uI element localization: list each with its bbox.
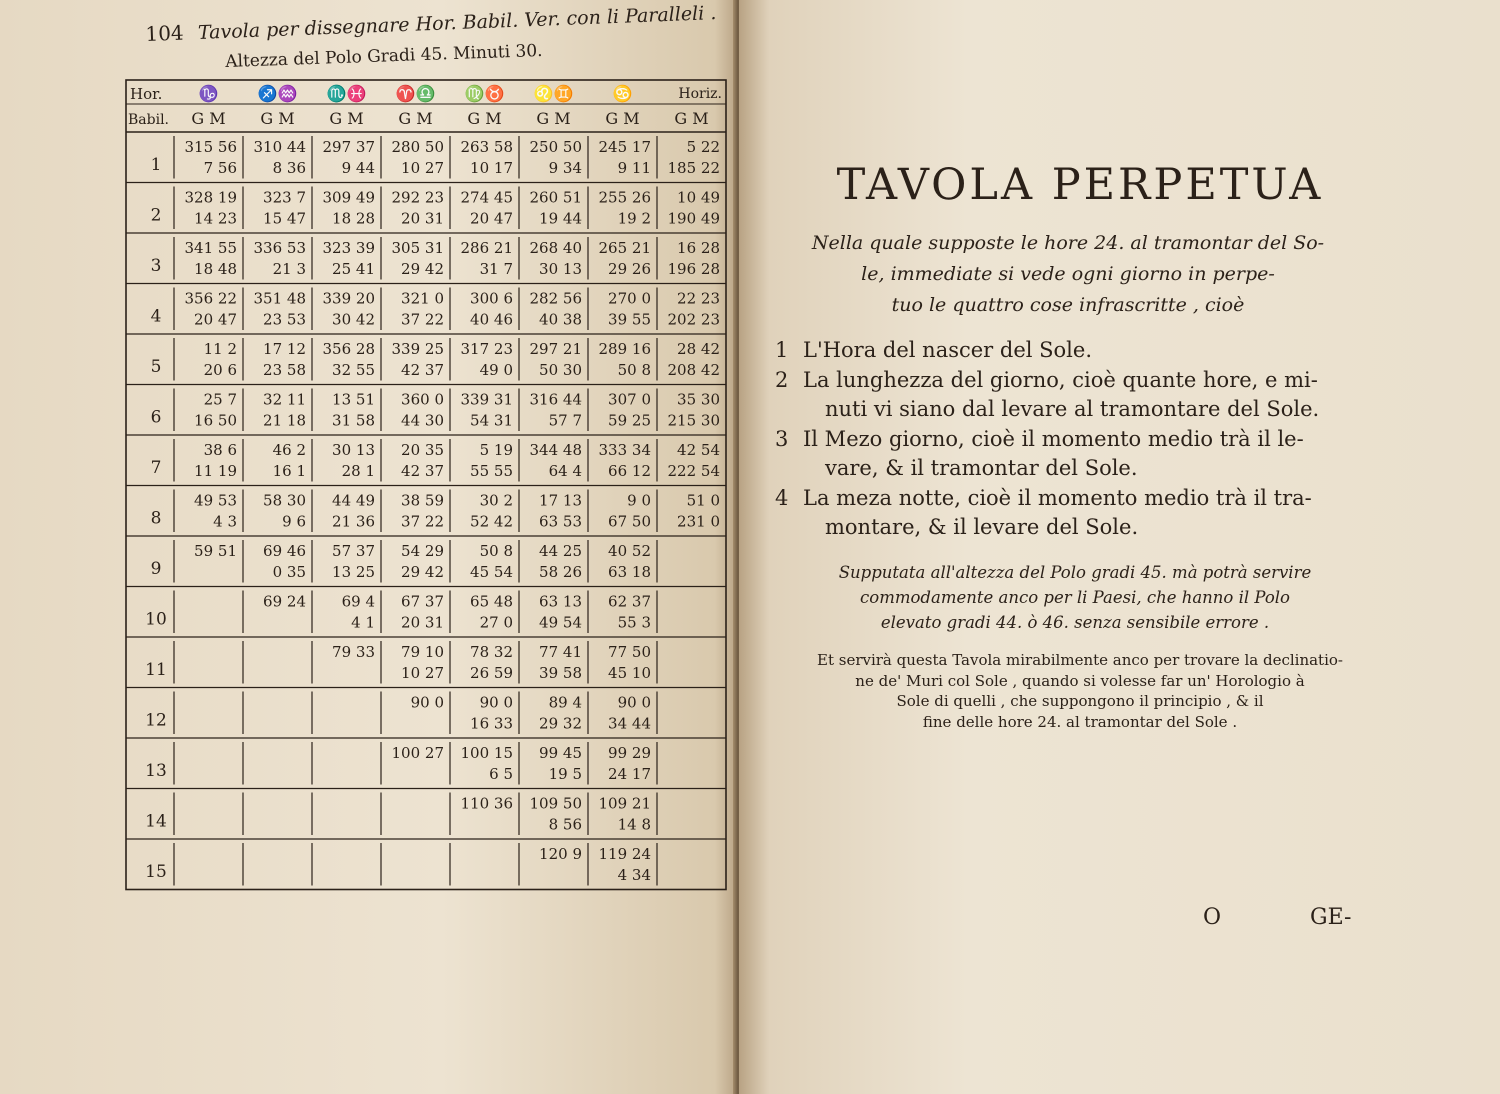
note-line: Supputata all'altezza del Polo gradi 45. mà potrà servire — [838, 563, 1312, 582]
cell-minutes: 31 7 — [479, 260, 513, 278]
cell-degrees: 270 0 — [608, 289, 651, 308]
hour-number: 2 — [150, 205, 162, 226]
babil-label: Babil. — [128, 112, 170, 128]
cell-minutes: 10 17 — [470, 159, 513, 177]
note-paragraph — [790, 560, 1360, 635]
cell-minutes: 63 53 — [539, 512, 582, 531]
cell-degrees: 30 13 — [332, 441, 375, 459]
cell-degrees: 339 31 — [460, 390, 513, 409]
cell-minutes: 31 58 — [332, 411, 375, 430]
cell-minutes: 202 23 — [667, 310, 720, 329]
cell-minutes: 29 26 — [608, 260, 651, 278]
hour-number: 3 — [150, 256, 162, 276]
cell-minutes: 4 3 — [213, 512, 237, 531]
list-item — [775, 336, 1385, 366]
cell-minutes: 42 37 — [401, 462, 444, 480]
cell-degrees: 344 48 — [529, 441, 582, 459]
cell-degrees: 38 59 — [401, 491, 444, 510]
numbered-list — [775, 336, 1385, 543]
cell-degrees: 67 37 — [401, 592, 444, 611]
cell-degrees: 79 33 — [332, 643, 375, 661]
cell-degrees: 307 0 — [608, 390, 651, 409]
gm-header: G M — [398, 109, 433, 128]
hour-number: 7 — [150, 458, 162, 478]
cell-degrees: 280 50 — [391, 138, 444, 156]
cell-minutes: 20 6 — [203, 361, 237, 379]
list-item — [775, 366, 1385, 425]
cell-minutes: 30 13 — [539, 260, 582, 278]
cell-degrees: 274 45 — [460, 188, 513, 207]
cell-degrees: 110 36 — [460, 794, 513, 813]
cell-degrees: 323 39 — [322, 239, 375, 257]
cell-degrees: 65 48 — [470, 592, 513, 611]
left-page — [0, 0, 737, 1094]
cell-degrees: 282 56 — [529, 289, 582, 308]
list-line: La lunghezza del giorno, cioè quante hore, e mi- — [803, 367, 1318, 392]
cell-minutes: 44 30 — [401, 411, 444, 430]
cell-degrees: 57 37 — [332, 542, 375, 560]
signature-mark: O — [1203, 905, 1222, 930]
cell-minutes: 9 11 — [617, 159, 651, 177]
cell-degrees: 58 30 — [263, 491, 306, 510]
cell-minutes: 23 53 — [263, 310, 306, 329]
cell-minutes: 11 19 — [194, 462, 237, 480]
cell-minutes: 4 1 — [351, 613, 375, 632]
cell-minutes: 16 33 — [470, 714, 513, 733]
hour-number: 11 — [145, 660, 167, 680]
list-number: 3 — [775, 426, 789, 451]
hour-number: 12 — [145, 710, 167, 731]
list-number: 1 — [775, 338, 789, 362]
cell-minutes: 49 0 — [479, 361, 513, 379]
cell-minutes: 18 28 — [332, 209, 375, 228]
cell-degrees: 25 7 — [203, 390, 237, 409]
cell-minutes: 185 22 — [667, 159, 720, 177]
cell-minutes: 45 10 — [608, 664, 651, 682]
cell-minutes: 15 47 — [263, 209, 306, 228]
table-subtitle: Altezza del Polo Gradi 45. Minuti 30. — [225, 40, 543, 72]
cell-degrees: 356 22 — [184, 289, 237, 308]
hour-number: 4 — [150, 306, 162, 327]
gm-header: G M — [467, 109, 502, 128]
cell-minutes: 222 54 — [667, 462, 720, 480]
hour-number: 8 — [150, 508, 162, 529]
cell-degrees: 30 2 — [479, 491, 513, 510]
zodiac-sign: ♏♓ — [326, 84, 367, 103]
gm-header: G M — [260, 109, 295, 128]
cell-degrees: 89 4 — [548, 693, 582, 712]
cell-degrees: 54 29 — [401, 542, 444, 560]
cell-degrees: 42 54 — [677, 441, 720, 459]
cell-degrees: 5 19 — [479, 441, 513, 459]
cell-degrees: 99 45 — [539, 744, 582, 762]
cell-degrees: 90 0 — [479, 693, 513, 712]
intro-line: tuo le quattro cose infrascritte , cioè — [891, 294, 1245, 316]
hor-label: Hor. — [130, 85, 163, 103]
cell-degrees: 292 23 — [391, 188, 444, 207]
cell-degrees: 50 8 — [479, 542, 513, 560]
cell-degrees: 32 11 — [263, 390, 306, 409]
cell-degrees: 90 0 — [410, 693, 444, 712]
cell-degrees: 119 24 — [598, 845, 651, 863]
cell-degrees: 305 31 — [391, 239, 444, 257]
cell-minutes: 21 3 — [272, 260, 306, 278]
data-table — [118, 74, 728, 894]
cell-minutes: 208 42 — [667, 361, 720, 379]
closing-paragraph — [775, 650, 1385, 732]
cell-degrees: 99 29 — [608, 744, 651, 762]
zodiac-sign: ♋ — [612, 84, 633, 103]
cell-minutes: 55 55 — [470, 462, 513, 480]
cell-degrees: 310 44 — [253, 138, 306, 156]
cell-degrees: 360 0 — [401, 390, 444, 409]
cell-degrees: 20 35 — [401, 441, 444, 459]
page-number: 104 — [145, 20, 185, 46]
cell-minutes: 19 44 — [539, 209, 582, 228]
list-line: nuti vi siano dal levare al tramontare del Sole. — [825, 397, 1320, 421]
cell-minutes: 49 54 — [539, 613, 582, 632]
cell-degrees: 51 0 — [686, 491, 720, 510]
cell-minutes: 19 5 — [548, 765, 582, 783]
cell-degrees: 109 50 — [529, 794, 582, 813]
cell-degrees: 336 53 — [253, 239, 306, 257]
cell-degrees: 40 52 — [608, 542, 651, 560]
cell-minutes: 67 50 — [608, 512, 651, 531]
table-title: Tavola per dissegnare Hor. Babil. Ver. con li Paralleli . — [197, 2, 717, 44]
cell-minutes: 40 38 — [539, 310, 582, 329]
note-line: elevato gradi 44. ò 46. senza sensibile errore . — [880, 613, 1270, 632]
cell-minutes: 215 30 — [667, 411, 720, 430]
cell-degrees: 69 24 — [263, 592, 306, 611]
cell-degrees: 309 49 — [322, 188, 375, 207]
cell-minutes: 42 37 — [401, 361, 444, 379]
cell-degrees: 323 7 — [263, 188, 306, 207]
hour-number: 6 — [150, 407, 162, 428]
cell-degrees: 69 46 — [263, 542, 306, 560]
cell-minutes: 55 3 — [617, 613, 651, 632]
cell-minutes: 39 55 — [608, 310, 651, 329]
zodiac-sign: ♌♊ — [533, 84, 574, 103]
cell-degrees: 297 37 — [322, 138, 375, 156]
hour-number: 1 — [150, 155, 162, 175]
cell-minutes: 20 31 — [401, 613, 444, 632]
table-grid — [118, 74, 728, 894]
cell-minutes: 54 31 — [470, 411, 513, 430]
cell-degrees: 333 34 — [598, 441, 651, 459]
cell-minutes: 52 42 — [470, 512, 513, 531]
list-line: montare, & il levare del Sole. — [825, 515, 1139, 539]
cell-degrees: 46 2 — [272, 441, 306, 459]
cell-minutes: 29 42 — [401, 260, 444, 278]
closing-line: ne de' Muri col Sole , quando si volesse far un' Horologio à — [855, 671, 1305, 690]
cell-minutes: 24 17 — [608, 765, 651, 783]
cell-minutes: 20 47 — [194, 310, 237, 329]
list-number: 2 — [775, 367, 789, 392]
cell-degrees: 356 28 — [322, 340, 375, 358]
cell-degrees: 28 42 — [677, 340, 720, 358]
hour-number: 15 — [145, 862, 167, 882]
list-line: vare, & il tramontar del Sole. — [825, 456, 1138, 480]
cell-minutes: 29 32 — [539, 714, 582, 733]
cell-degrees: 17 12 — [263, 340, 306, 358]
cell-minutes: 7 56 — [203, 159, 237, 177]
cell-minutes: 26 59 — [470, 664, 513, 682]
cell-degrees: 63 13 — [539, 592, 582, 611]
cell-degrees: 109 21 — [598, 794, 651, 813]
cell-degrees: 77 41 — [539, 643, 582, 661]
cell-minutes: 28 1 — [341, 462, 375, 480]
cell-degrees: 339 20 — [322, 289, 375, 308]
cell-minutes: 59 25 — [608, 411, 651, 430]
cell-minutes: 14 23 — [194, 209, 237, 228]
cell-degrees: 317 23 — [460, 340, 513, 358]
cell-minutes: 63 18 — [608, 563, 651, 581]
cell-minutes: 66 12 — [608, 462, 651, 480]
cell-degrees: 315 56 — [184, 138, 237, 156]
cell-minutes: 18 48 — [194, 260, 237, 278]
cell-degrees: 10 49 — [677, 188, 720, 207]
cell-degrees: 22 23 — [677, 289, 720, 308]
hour-number: 13 — [145, 761, 167, 781]
cell-degrees: 297 21 — [529, 340, 582, 358]
hour-number: 5 — [150, 357, 162, 377]
cell-minutes: 45 54 — [470, 563, 513, 581]
cell-degrees: 44 49 — [332, 491, 375, 510]
cell-minutes: 4 34 — [617, 866, 651, 884]
cell-minutes: 14 8 — [617, 815, 651, 834]
zodiac-sign: ♐♒ — [257, 84, 298, 103]
cell-degrees: 100 15 — [460, 744, 513, 762]
closing-line: Sole di quelli , che suppongono il principio , & il — [896, 692, 1264, 710]
cell-degrees: 316 44 — [529, 390, 582, 409]
list-line: L'Hora del nascer del Sole. — [803, 338, 1093, 362]
cell-minutes: 37 22 — [401, 512, 444, 531]
cell-minutes: 10 27 — [401, 159, 444, 177]
cell-degrees: 5 22 — [686, 138, 720, 156]
cell-minutes: 64 4 — [548, 462, 582, 480]
intro-line: Nella quale supposte le hore 24. al tramontar del So- — [811, 232, 1325, 254]
hour-number: 9 — [150, 559, 162, 579]
cell-degrees: 328 19 — [184, 188, 237, 207]
cell-degrees: 9 0 — [627, 491, 651, 510]
cell-minutes: 196 28 — [667, 260, 720, 278]
gm-header: G M — [674, 109, 709, 128]
cell-degrees: 11 2 — [203, 340, 237, 358]
cell-minutes: 25 41 — [332, 260, 375, 278]
cell-degrees: 100 27 — [391, 744, 444, 762]
cell-degrees: 35 30 — [677, 390, 720, 409]
cell-minutes: 29 42 — [401, 563, 444, 581]
cell-minutes: 19 2 — [617, 209, 651, 228]
cell-minutes: 32 55 — [332, 361, 375, 379]
cell-minutes: 21 36 — [332, 512, 375, 531]
intro-paragraph — [788, 228, 1348, 321]
cell-degrees: 79 10 — [401, 643, 444, 661]
cell-degrees: 62 37 — [608, 592, 651, 611]
cell-minutes: 6 5 — [489, 765, 513, 783]
cell-degrees: 263 58 — [460, 138, 513, 156]
gm-header: G M — [329, 109, 364, 128]
gm-header: G M — [191, 109, 226, 128]
cell-minutes: 57 7 — [548, 411, 582, 430]
cell-degrees: 250 50 — [529, 138, 582, 156]
cell-minutes: 50 30 — [539, 361, 582, 379]
note-line: commodamente anco per li Paesi, che hanno il Polo — [860, 588, 1290, 607]
cell-degrees: 49 53 — [194, 491, 237, 510]
cell-minutes: 37 22 — [401, 310, 444, 329]
cell-minutes: 10 27 — [401, 664, 444, 682]
cell-degrees: 78 32 — [470, 643, 513, 661]
cell-degrees: 260 51 — [529, 188, 582, 207]
cell-degrees: 339 25 — [391, 340, 444, 358]
cell-minutes: 50 8 — [617, 361, 651, 379]
cell-minutes: 16 50 — [194, 411, 237, 430]
cell-degrees: 120 9 — [539, 845, 582, 863]
cell-degrees: 255 26 — [598, 188, 651, 207]
cell-minutes: 39 58 — [539, 664, 582, 682]
cell-minutes: 30 42 — [332, 310, 375, 329]
cell-minutes: 20 31 — [401, 209, 444, 228]
cell-minutes: 9 6 — [282, 512, 306, 531]
cell-degrees: 77 50 — [608, 643, 651, 661]
list-item — [775, 484, 1385, 543]
catchword: GE- — [1310, 905, 1352, 930]
intro-line: le, immediate si vede ogni giorno in perpe- — [861, 263, 1275, 285]
cell-degrees: 38 6 — [203, 441, 237, 459]
cell-minutes: 8 36 — [272, 159, 306, 177]
cell-minutes: 9 44 — [341, 159, 375, 177]
horiz-label: Horiz. — [678, 86, 722, 102]
cell-minutes: 0 35 — [272, 563, 306, 581]
zodiac-sign: ♈♎ — [395, 84, 436, 103]
cell-minutes: 9 34 — [548, 159, 582, 177]
cell-minutes: 21 18 — [263, 411, 306, 430]
list-item — [775, 425, 1385, 484]
cell-degrees: 69 4 — [341, 592, 375, 611]
cell-degrees: 341 55 — [184, 239, 237, 257]
hour-number: 10 — [145, 609, 167, 630]
list-line: La meza notte, cioè il momento medio trà il tra- — [803, 485, 1312, 510]
cell-degrees: 16 28 — [677, 239, 720, 257]
list-line: Il Mezo giorno, cioè il momento medio trà il le- — [803, 426, 1304, 451]
cell-degrees: 286 21 — [460, 239, 513, 257]
cell-degrees: 268 40 — [529, 239, 582, 257]
cell-minutes: 58 26 — [539, 563, 582, 581]
closing-line: fine delle hore 24. al tramontar del Sole . — [922, 712, 1238, 731]
zodiac-sign: ♑ — [198, 84, 219, 103]
cell-minutes: 190 49 — [667, 209, 720, 228]
cell-minutes: 23 58 — [263, 361, 306, 379]
cell-minutes: 8 56 — [548, 815, 582, 834]
cell-degrees: 44 25 — [539, 542, 582, 560]
cell-degrees: 59 51 — [194, 542, 237, 560]
cell-minutes: 34 44 — [608, 714, 651, 733]
cell-degrees: 321 0 — [401, 289, 444, 308]
cell-minutes: 27 0 — [479, 613, 513, 632]
cell-degrees: 90 0 — [617, 693, 651, 712]
cell-degrees: 245 17 — [598, 138, 651, 156]
cell-degrees: 17 13 — [539, 491, 582, 510]
cell-minutes: 16 1 — [272, 462, 306, 480]
gm-header: G M — [605, 109, 640, 128]
cell-degrees: 13 51 — [332, 390, 375, 409]
list-number: 4 — [775, 485, 789, 510]
cell-degrees: 351 48 — [253, 289, 306, 308]
cell-minutes: 40 46 — [470, 310, 513, 329]
cell-minutes: 20 47 — [470, 209, 513, 228]
cell-minutes: 13 25 — [332, 563, 375, 581]
cell-degrees: 289 16 — [598, 340, 651, 358]
page-title: TAVOLA PERPETUA — [836, 160, 1324, 210]
cell-degrees: 265 21 — [598, 239, 651, 257]
hour-number: 14 — [145, 811, 167, 832]
closing-line: Et servirà questa Tavola mirabilmente anco per trovare la declinatio- — [817, 651, 1343, 669]
gm-header: G M — [536, 109, 571, 128]
cell-minutes: 231 0 — [677, 512, 720, 531]
zodiac-sign: ♍♉ — [464, 84, 505, 103]
cell-degrees: 300 6 — [470, 289, 513, 308]
